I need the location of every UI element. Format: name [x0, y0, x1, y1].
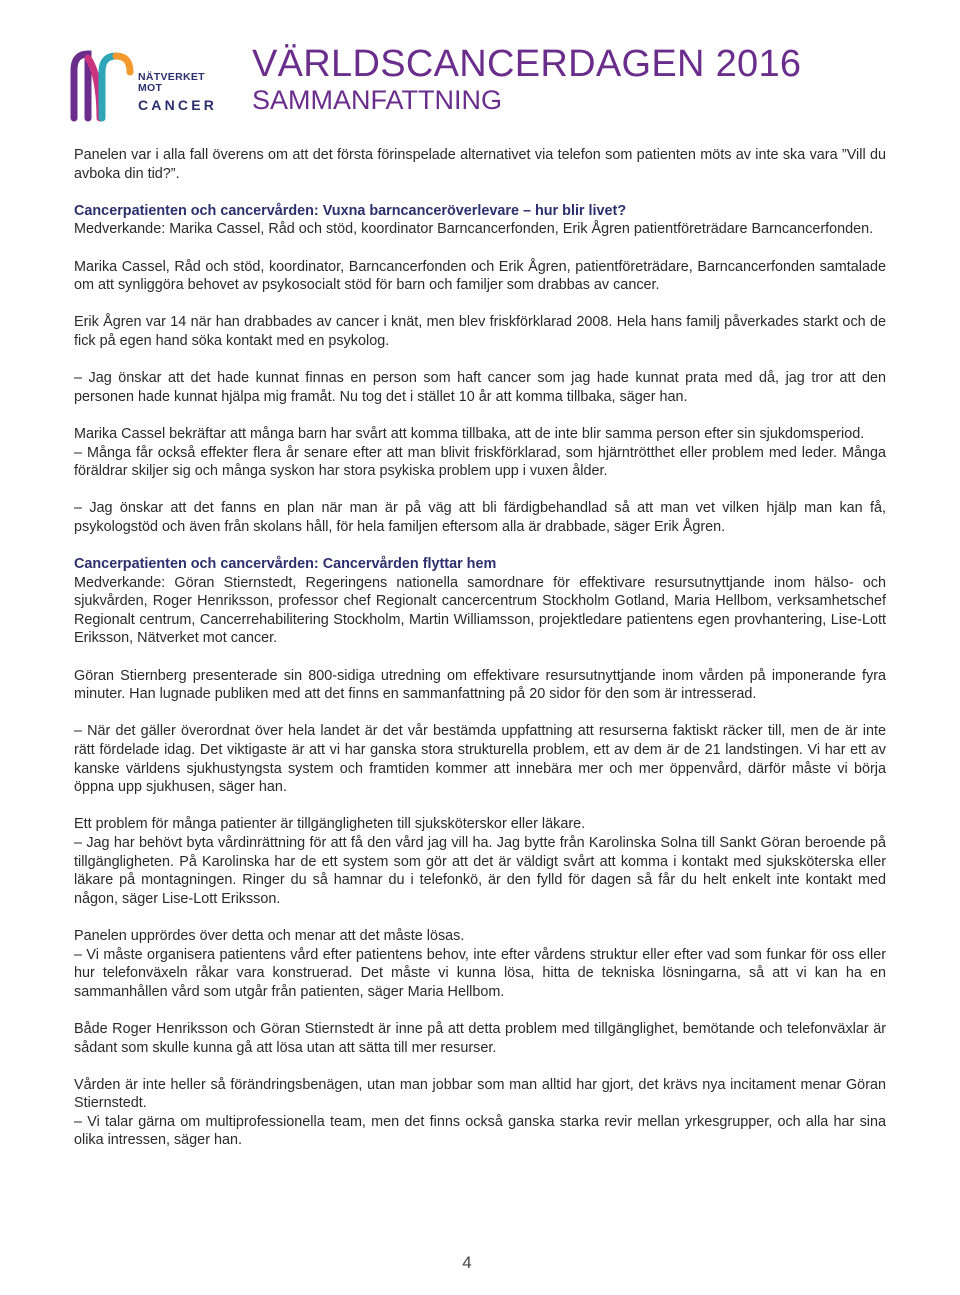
paragraph: Göran Stiernberg presenterade sin 800-sidiga utredning om effektivare resursutnyttjande inom vården på imponerande fyra minuter. Han lugnade publiken med att det finns en sammanfattning på 20 sidor för den som är intresserad. [74, 667, 886, 703]
page-header [252, 42, 801, 114]
quote-paragraph: – Många får också effekter flera år senare efter att man blivit friskförklarad, som hjärntrötthet eller problem med leder. Många föräldrar skiljer sig och många syskon har stora psykiska problem upp i vuxen ålder. [74, 444, 886, 480]
network-logo-mark-icon [70, 46, 136, 122]
quote-paragraph: – Vi måste organisera patientens vård efter patientens behov, inte efter vårdens struktur eller efter vad som funkar för oss eller hur telefonväxeln råkar vara konstruerad. Det måste vi kunna lösa, hitta de tekniska lösningarna, så att vi kan ha en sammanhållen vård som utgår från patienten, säger Maria Hellbom. [74, 946, 886, 1000]
paragraph: Marika Cassel, Råd och stöd, koordinator, Barncancerfonden och Erik Ågren, patientföreträdare, Barncancerfonden samtalade om att synliggöra behovet av psykosocialt stöd för barn och familjer som drabbas av cancer. [74, 258, 886, 294]
paragraph: Erik Ågren var 14 när han drabbades av cancer i knät, men blev friskförklarad 2008. Hela hans familj påverkades starkt och de fick på egen hand söka kontakt med en psykolog. [74, 314, 886, 349]
section-heading-survivors: Cancerpatienten och cancervården: Vuxna barncanceröverlevare – hur blir livet? [74, 202, 627, 219]
logo-line-1: NÄTVERKET MOT [138, 71, 205, 94]
paragraph: Panelen upprördes över detta och menar att det måste lösas. [74, 927, 465, 944]
paragraph: Vården är inte heller så förändringsbenägen, utan man jobbar som man alltid har gjort, det krävs nya incitament menar Göran Stiernstedt. [74, 1076, 886, 1112]
logo-line-2: CANCER [138, 97, 218, 113]
section-participants: Medverkande: Marika Cassel, Råd och stöd, koordinator Barncancerfonden, Erik Ågren patientföreträdare Barncancerfonden. [74, 221, 874, 238]
page-subtitle: SAMMANFATTNING [252, 85, 503, 115]
page-title: VÄRLDSCANCERDAGEN 2016 [252, 43, 802, 85]
paragraph: Ett problem för många patienter är tillgängligheten till sjuksköterskor eller läkare. [74, 816, 586, 833]
quote-paragraph: – Jag önskar att det hade kunnat finnas en person som haft cancer som jag hade kunnat prata med då, jag tror att den personen hade kunnat hjälpa mig framåt. Nu tog det i stället 10 år att komma tillbaka, säger han. [74, 370, 886, 405]
article-body [74, 146, 886, 1150]
section-participants: Medverkande: Göran Stiernstedt, Regeringens nationella samordnare för effektivare resursutnyttjande inom hälso- och sjukvården, Roger Henriksson, professor chef Regionalt cancercentrum Stockholm Gotland, Maria Hellbom, verksamhetschef Regionalt centrum, Cancerrehabilitering Stockholm, Martin Williamsson, projektledare patientens egen provhantering, Lise-Lott Eriksson, Nätverket mot cancer. [74, 574, 886, 647]
quote-paragraph: – Jag har behövt byta vårdinrättning för att få den vård jag vill ha. Jag bytte från Karolinska Solna till Sankt Göran beroende på tillgängligheten. På Karolinska har de ett system som gör att det är väldigt svårt att komma i kontakt med sjuksköterska eller läkare på montagningen. Ringer du så hamnar du i telefonkö, är den fylld för dagen så får du helt enkelt inte kontakt med någon, säger Lise-Lott Eriksson. [74, 834, 886, 907]
section-heading-care-moves-home: Cancerpatienten och cancervården: Cancervården flyttar hem [74, 556, 497, 573]
paragraph: Marika Cassel bekräftar att många barn har svårt att komma tillbaka, att de inte blir samma person efter sin sjukdomsperiod. [74, 425, 865, 442]
network-logo [70, 46, 220, 122]
intro-paragraph: Panelen var i alla fall överens om att det första förinspelade alternativet via telefon som patienten möts av inte ska vara ”Vill du avboka din tid?”. [74, 147, 886, 182]
quote-paragraph: – Vi talar gärna om multiprofessionella team, men det finns också ganska starka revir mellan yrkesgrupper, och alla har sina olika intressen, säger han. [74, 1113, 886, 1149]
page-number: 4 [462, 1253, 472, 1272]
logo-wordmark [138, 72, 220, 112]
quote-paragraph: – Jag önskar att det fanns en plan när man är på väg att bli färdigbehandlad så att man vet vilken hjälp man kan få, psykologstöd och även från skolans håll, för hela familjen eftersom alla är drabbade, säger Erik Ågren. [74, 500, 886, 535]
paragraph: Både Roger Henriksson och Göran Stiernstedt är inne på att detta problem med tillgänglighet, bemötande och telefonväxlar är sådant som skulle kunna gå att lösa utan att sätta till mer resurser. [74, 1020, 886, 1056]
quote-paragraph: – När det gäller överordnat över hela landet är det vår bestämda uppfattning att resurserna faktiskt räcker till, men de är inte rätt fördelade idag. Det viktigaste är att vi har ganska stora strukturella problem, ett av dem är de 21 landstingen. Vi har ett av kanske världens sjukhustyngsta system och framtiden kommer att innebära mer och mer öppenvård, därför måste vi börja öppna upp sjukhusen, säger han. [74, 723, 886, 796]
